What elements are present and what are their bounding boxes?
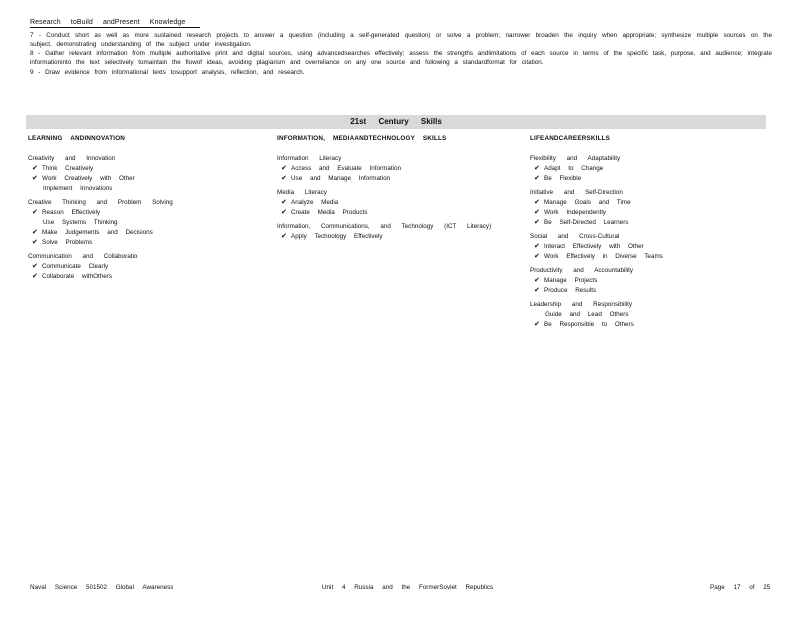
skill-group: [277, 188, 517, 218]
skill-item: [28, 262, 258, 272]
skill-item: [530, 164, 770, 174]
checkmark-icon: ✔: [534, 321, 540, 328]
footer-unit: Unit 4 Russia and the FormerSoviet Republics: [322, 584, 494, 591]
skill-item-label: Use and Manage Information: [291, 175, 391, 182]
skill-item: [530, 242, 770, 252]
skill-item-label: Use Systems Thinking: [43, 219, 118, 226]
skill-item-label: Apply Technology Effectively: [291, 233, 383, 240]
column-learning-innovation: [28, 134, 258, 286]
skill-item: [530, 252, 770, 262]
skill-group-title: Leadership and Responsibility: [530, 301, 633, 308]
checkmark-icon: ✔: [281, 199, 287, 206]
column-title: LIFEANDCAREERSKILLS: [530, 135, 611, 142]
skill-group: [530, 232, 770, 262]
standards-list: [30, 32, 772, 79]
skill-group: [530, 300, 770, 330]
skills-banner-title: 21st Century Skills: [350, 117, 442, 126]
checkmark-icon: ✔: [534, 219, 540, 226]
skill-item: [277, 164, 517, 174]
skill-item-label: Access and Evaluate Information: [291, 165, 402, 172]
checkmark-icon: ✔: [534, 165, 540, 172]
skill-item: [530, 174, 770, 184]
skills-banner: [26, 115, 766, 129]
checkmark-icon: ✔: [32, 165, 38, 172]
skill-item-label: Collaborate withOthers: [42, 273, 113, 280]
checkmark-icon: ✔: [534, 277, 540, 284]
skill-group-title: Creativity and Innovation: [28, 155, 116, 162]
section-heading: Research toBuild andPresent Knowledge: [30, 19, 200, 28]
skill-group: [28, 198, 258, 248]
standard-9: 9 - Draw evidence from informational texts tosupport analysis, reflection, and research.: [30, 68, 305, 76]
checkmark-icon: ✔: [534, 199, 540, 206]
skill-item-label: Be Flexible: [544, 175, 582, 182]
skill-item-label: Be Responsible to Others: [544, 321, 634, 328]
checkmark-icon: ✔: [32, 175, 38, 182]
skill-group-title: Information Literacy: [277, 155, 342, 162]
skill-item-label: Work Independently: [544, 209, 606, 216]
footer-course: Naval Science 501502 Global Awareness: [30, 584, 174, 591]
skill-item-label: Communicate Clearly: [42, 263, 109, 270]
column-information-media-technology: [277, 134, 517, 246]
skill-item-label: Implement Innovations: [43, 185, 113, 192]
skill-group: [277, 222, 517, 242]
checkmark-icon: ✔: [32, 239, 38, 246]
skill-item: [28, 218, 258, 228]
checkmark-icon: ✔: [281, 175, 287, 182]
skill-group: [28, 252, 258, 282]
skill-item: [530, 286, 770, 296]
footer-page-number: Page 17 of 25: [710, 584, 771, 591]
skill-group: [530, 188, 770, 228]
checkmark-icon: ✔: [32, 263, 38, 270]
skill-item: [277, 198, 517, 208]
skill-item: [530, 320, 770, 330]
standard-8: 8 - Gather relevant information from multiple authoritative print and digital sources, using advancedsearches effectively; assess the strengths andlimitations of each source in terms of the specific task, purpose, and audience; integrate informationinto the text selectively tomaintain the flowof ideas, avoiding plagiarism and overreliance on any one source and following a standardformat for citation.: [30, 50, 772, 67]
column-title: INFORMATION, MEDIAANDTECHNOLOGY SKILLS: [277, 135, 447, 142]
skill-item: [277, 208, 517, 218]
skill-item: [28, 272, 258, 282]
skill-item-label: Guide and Lead Others: [545, 311, 629, 318]
skill-group: [530, 266, 770, 296]
skill-item: [277, 232, 517, 242]
skill-item: [530, 198, 770, 208]
skill-item-label: Create Media Products: [291, 209, 368, 216]
skill-group-title: Flexibility and Adaptability: [530, 155, 621, 162]
skill-item: [28, 238, 258, 248]
checkmark-icon: ✔: [534, 253, 540, 260]
skill-item: [530, 208, 770, 218]
skill-item-label: Think Creatively: [42, 165, 94, 172]
standard-7: 7 - Conduct short as well as more sustained research projects to answer a question (including a self-generated question) or solve a problem; narrower broaden the inquiry when appropriate; synthesize multiple sources on the subject, demonstrating understanding of the subject under investigation.: [30, 32, 772, 48]
skill-group-title: Initiative and Self-Direction: [530, 189, 623, 196]
skill-group-title: Productivity and Accountability: [530, 267, 634, 274]
column-life-career: [530, 134, 770, 334]
skill-group-title: Social and Cross-Cultural: [530, 233, 620, 240]
checkmark-icon: ✔: [281, 165, 287, 172]
skill-item-label: Work Effectively in Diverse Teams: [544, 253, 663, 260]
skill-item: [28, 184, 258, 194]
skill-group-title: Creative Thinking and Problem Solving: [28, 199, 173, 206]
skill-item: [28, 228, 258, 238]
column-title: LEARNING ANDINNOVATION: [28, 135, 126, 142]
checkmark-icon: ✔: [32, 273, 38, 280]
skill-item: [28, 208, 258, 218]
checkmark-icon: ✔: [534, 175, 540, 182]
checkmark-icon: ✔: [32, 209, 38, 216]
skill-item-label: Be Self-Directed Learners: [544, 219, 629, 226]
skill-item: [530, 276, 770, 286]
skill-group: [28, 154, 258, 194]
skill-item: [530, 218, 770, 228]
skill-group-title: Media Literacy: [277, 189, 327, 196]
checkmark-icon: ✔: [281, 233, 287, 240]
skill-item-label: Solve Problems: [42, 239, 93, 246]
skill-item-label: Work Creatively with Other: [42, 175, 135, 182]
skill-item: [28, 164, 258, 174]
skill-item-label: Interact Effectively with Other: [544, 243, 644, 250]
skill-item-label: Produce Results: [544, 287, 597, 294]
skill-item: [277, 174, 517, 184]
checkmark-icon: ✔: [32, 229, 38, 236]
skill-group: [530, 154, 770, 184]
checkmark-icon: ✔: [281, 209, 287, 216]
checkmark-icon: ✔: [534, 209, 540, 216]
skill-item-label: Analyze Media: [291, 199, 339, 206]
checkmark-icon: ✔: [534, 287, 540, 294]
skill-item-label: Reason Effectively: [42, 209, 101, 216]
skill-group-title: Communication and Collaboratio: [28, 253, 138, 260]
skill-group-title: Information, Communications, and Technology (ICT Literacy): [277, 223, 492, 230]
skill-item-label: Make Judgements and Decisions: [42, 229, 153, 236]
checkmark-icon: ✔: [534, 243, 540, 250]
skill-group: [277, 154, 517, 184]
skill-item-label: Manage Goals and Time: [544, 199, 631, 206]
skill-item-label: Adapt to Change: [544, 165, 604, 172]
skill-item: [530, 310, 770, 320]
skill-item: [28, 174, 258, 184]
skill-item-label: Manage Projects: [544, 277, 598, 284]
